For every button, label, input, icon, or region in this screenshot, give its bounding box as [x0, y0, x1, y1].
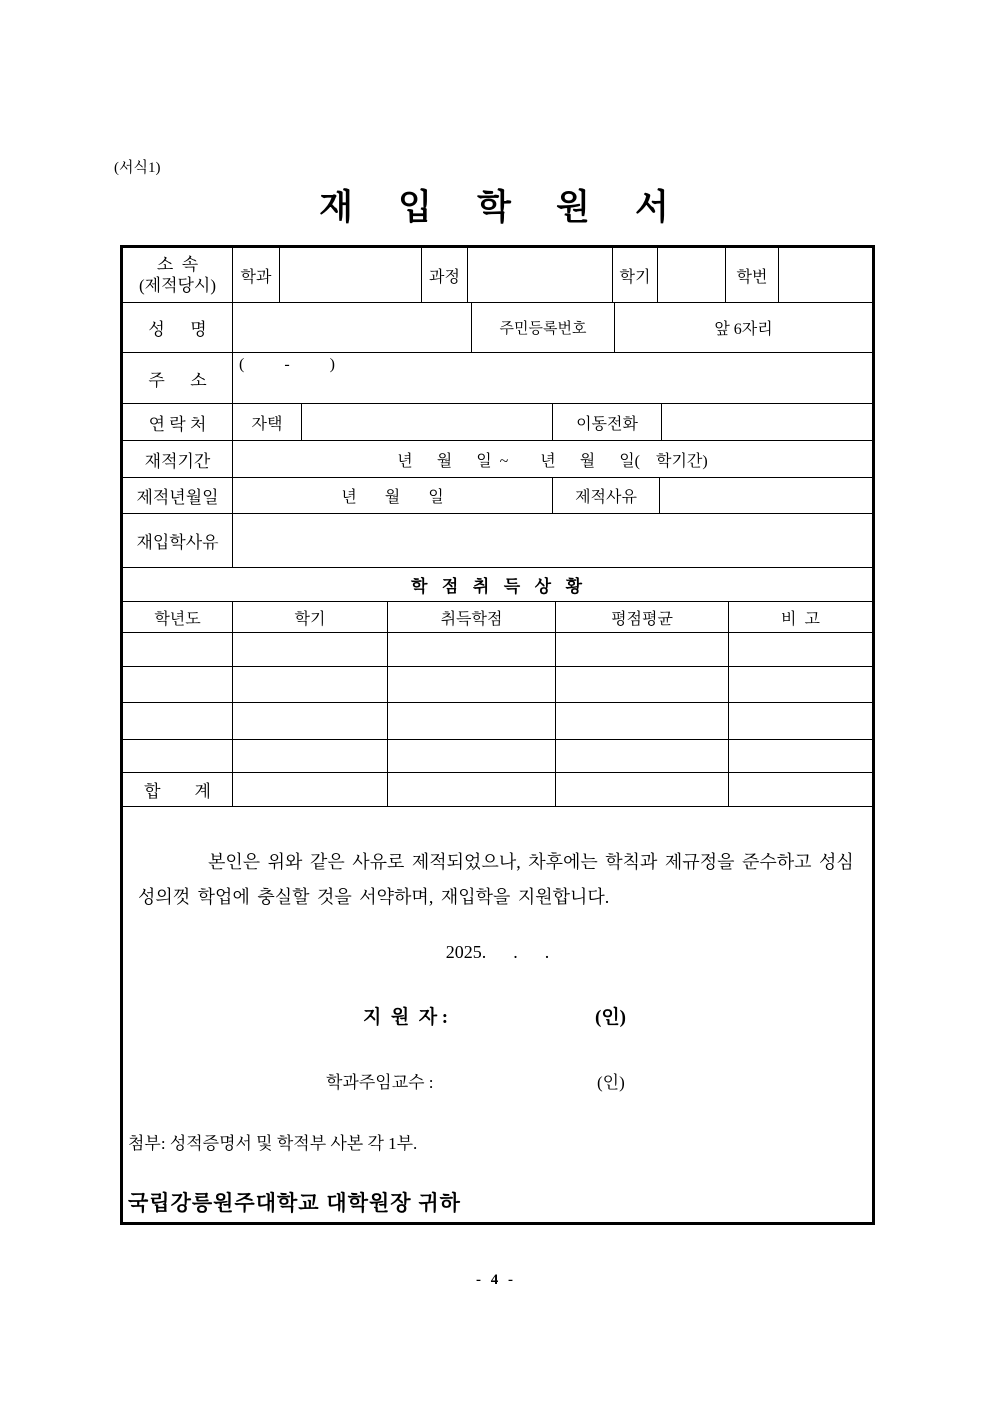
affiliation-label-line1: 소 속: [156, 255, 199, 274]
pledge-text: [138, 845, 860, 915]
readmission-reason-label: 재입학사유: [123, 514, 233, 567]
credits-cell: [233, 633, 388, 666]
credits-cell: [233, 667, 388, 702]
credits-cell: [388, 740, 556, 772]
rrn-hint: 앞 6자리: [714, 321, 773, 338]
credits-total-label: 합 계: [123, 773, 233, 806]
course-label: 과정: [422, 248, 468, 302]
advisor-label: 학과주임교수 :: [326, 1073, 434, 1092]
credits-cell: [233, 740, 388, 772]
mobile-phone-label: 이동전화: [553, 404, 662, 440]
pledge-box: [123, 807, 872, 1222]
name-label: 성 명: [123, 303, 233, 352]
recipient-line: 국립강릉원주대학교 대학원장 귀하: [128, 1192, 461, 1215]
advisor-seal: (인): [597, 1073, 625, 1092]
credits-cell: [729, 740, 872, 772]
name-value-cell: [233, 303, 472, 352]
course-value-cell: [468, 248, 613, 302]
pledge-line2: 준수하고 성심 성의껏 학업에 충실할 것을 서약하며, 재입학을 지원합니다.: [138, 852, 854, 907]
readmission-reason-value-cell: [233, 514, 872, 567]
credits-total-cell: [388, 773, 556, 806]
rrn-label: 주민등록번호: [472, 303, 615, 352]
applicant-seal: (인): [595, 1007, 627, 1028]
credits-cell: [556, 633, 729, 666]
credits-cell: [729, 703, 872, 739]
credits-header-gpa: 평점평균: [556, 602, 729, 632]
applicant-label: 지 원 자 :: [363, 1007, 449, 1028]
enrollment-period-value: 년 월 일 ~ 년 월 일( 학기간): [397, 452, 708, 470]
form-tag: (서식1): [114, 160, 161, 176]
application-form-table: [120, 245, 875, 1225]
credits-total-cell: [556, 773, 729, 806]
credits-cell: [388, 667, 556, 702]
pledge-line1: 본인은 위와 같은 사유로 제적되었으나, 차후에는 학칙과 제규정을: [208, 852, 735, 872]
semester-label: 학기: [613, 248, 658, 302]
pledge-date: 2025. . .: [445, 942, 550, 962]
credits-cell: [123, 667, 233, 702]
page-number: - 4 -: [476, 1272, 516, 1288]
credits-cell: [123, 633, 233, 666]
home-phone-label: 자택: [233, 404, 302, 440]
address-label: 주 소: [123, 353, 233, 403]
credits-cell: [123, 703, 233, 739]
attachment-note: 첨부: 성적증명서 및 학적부 사본 각 1부.: [128, 1134, 418, 1153]
credits-blank-row: [123, 633, 872, 667]
semester-value-cell: [658, 248, 726, 302]
removal-reason-value-cell: [660, 478, 872, 513]
row-credits-headers: [123, 602, 872, 633]
credits-total-cell: [233, 773, 388, 806]
dept-label: 학과: [233, 248, 280, 302]
credits-cell: [123, 740, 233, 772]
row-affiliation: [123, 248, 872, 303]
credits-header-semester: 학기: [233, 602, 388, 632]
row-contact: [123, 404, 872, 441]
row-enrollment-period: [123, 441, 872, 478]
credits-header-year: 학년도: [123, 602, 233, 632]
page-title: 재 입 학 원 서: [319, 188, 673, 227]
student-no-value-cell: [779, 248, 872, 302]
credits-header-earned: 취득학점: [388, 602, 556, 632]
removal-date-value: 년 월 일: [233, 478, 553, 513]
enrollment-period-label: 재적기간: [123, 441, 233, 477]
row-readmission-reason: [123, 514, 872, 568]
home-phone-value-cell: [302, 404, 553, 440]
dept-value-cell: [280, 248, 422, 302]
credits-cell: [556, 703, 729, 739]
credits-cell: [729, 667, 872, 702]
address-value-cell: ( - ): [239, 356, 335, 373]
credits-cell: [556, 740, 729, 772]
credits-section-title: 학 점 취 득 상 황: [410, 577, 585, 596]
row-address: [123, 353, 872, 404]
credits-cell: [233, 703, 388, 739]
affiliation-label-line2: (제적당시): [138, 276, 216, 295]
credits-cell: [556, 667, 729, 702]
credits-total-cell: [729, 773, 872, 806]
credits-blank-row: [123, 740, 872, 773]
student-no-label: 학번: [726, 248, 779, 302]
credits-cell: [388, 633, 556, 666]
removal-date-label: 제적년월일: [123, 478, 233, 513]
credits-cell: [388, 703, 556, 739]
affiliation-label: [123, 248, 233, 302]
mobile-phone-value-cell: [662, 404, 872, 440]
row-credits-total: [123, 773, 872, 807]
credits-cell: [729, 633, 872, 666]
credits-header-note: 비 고: [781, 610, 820, 628]
contact-label: 연 락 처: [123, 404, 233, 440]
removal-reason-label: 제적사유: [553, 478, 660, 513]
row-name: [123, 303, 872, 353]
credits-blank-row: [123, 667, 872, 703]
row-removal: [123, 478, 872, 514]
row-credits-title: [123, 568, 872, 602]
credits-blank-row: [123, 703, 872, 740]
